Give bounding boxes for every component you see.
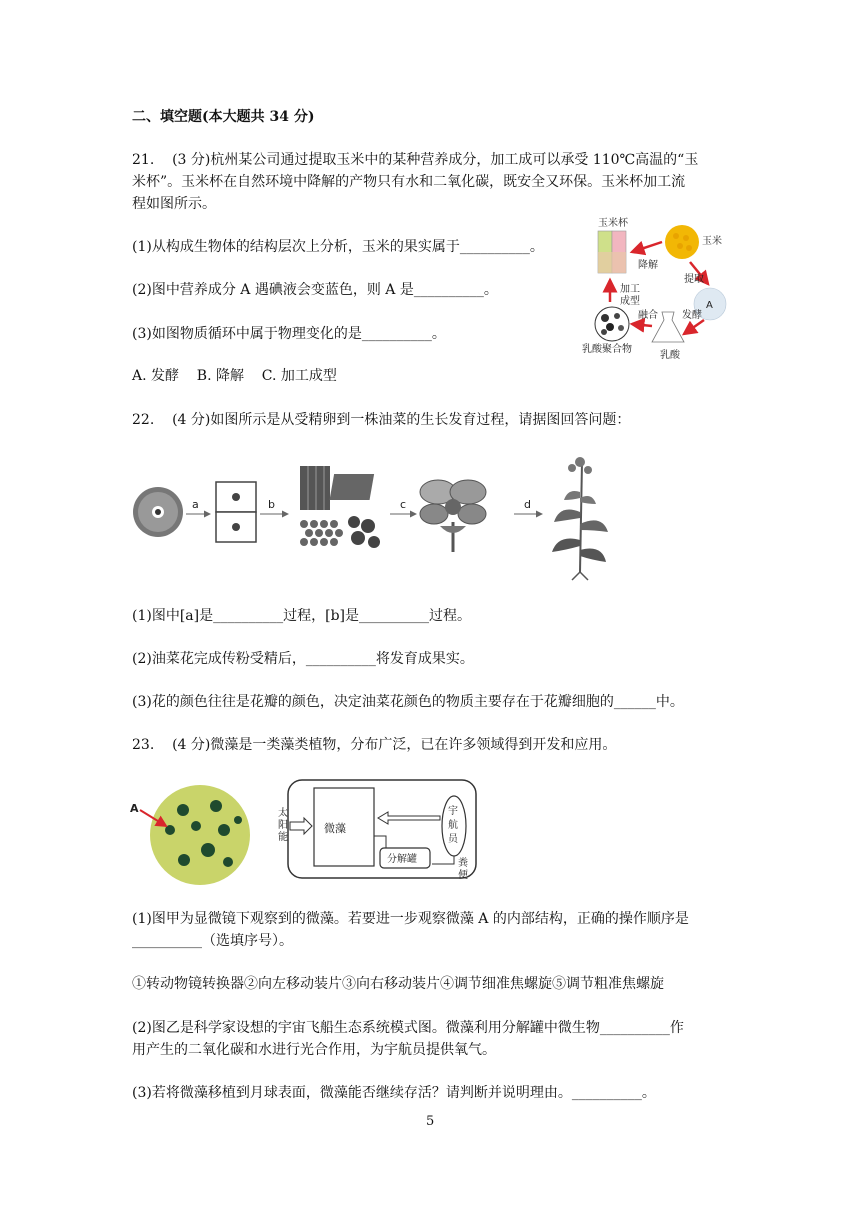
polymer-label: 乳酸聚合物 bbox=[582, 344, 632, 355]
label-c: c bbox=[400, 498, 407, 511]
substance-a-label: A bbox=[706, 300, 713, 311]
microalgae-microscope-figure bbox=[128, 780, 258, 890]
page-number: 5 bbox=[426, 1114, 435, 1129]
q23-sub2-line2: 用产生的二氧化碳和水进行光合作用，为宇航员提供氧气。 bbox=[132, 1042, 496, 1058]
section-title: 二、填空题(本大题共 34 分) bbox=[132, 109, 315, 125]
q21-options: A. 发酵 B. 降解 C. 加工成型 bbox=[132, 368, 337, 384]
cup-label: 玉米杯 bbox=[598, 218, 628, 229]
q23-steps: ①转动物镜转换器②向左移动装片③向右移动装片④调节细准焦螺旋⑤调节粗准焦螺旋 bbox=[132, 976, 664, 992]
astronaut-label-2: 航 bbox=[448, 820, 458, 831]
corn-image bbox=[665, 225, 699, 259]
lactic-label: 乳酸 bbox=[660, 350, 680, 361]
q23-text-line1: 23. (4 分)微藻是一类藻类植物，分布广泛，已在许多领域得到开发和应用。 bbox=[132, 737, 617, 753]
q21-sub3: (3)如图物质循环中属于物理变化的是__________。 bbox=[132, 326, 446, 342]
rapeseed-development-figure bbox=[128, 452, 608, 582]
extract-label: 提取 bbox=[684, 274, 704, 285]
waste-label-1: 粪 bbox=[458, 858, 468, 869]
corn-cup-image bbox=[598, 231, 626, 273]
fertilized-egg-image bbox=[133, 487, 183, 537]
process-label-line2: 成型 bbox=[620, 296, 640, 307]
q21-text-line2: 米杯”。玉米杯在自然环境中降解的产物只有水和二氧化碳，既安全又环保。玉米杯加工流 bbox=[132, 174, 686, 190]
fuse-arrow bbox=[632, 324, 652, 326]
microscope-field bbox=[150, 785, 250, 885]
q22-sub2: (2)油菜花完成传粉受精后，__________将发育成果实。 bbox=[132, 651, 474, 667]
algae-box-label: 微藻 bbox=[324, 822, 346, 835]
q22-text-line1: 22. (4 分)如图所示是从受精卵到一株油菜的生长发育过程，请据图回答问题： bbox=[132, 412, 631, 428]
q23-sub1-line1: (1)图甲为显微镜下观察到的微藻。若要进一步观察微藻 A 的内部结构，正确的操作顺序是 bbox=[132, 911, 689, 927]
label-a: a bbox=[192, 498, 199, 511]
polymer-image bbox=[595, 307, 629, 341]
q23-sub1-line2: __________（选填序号）。 bbox=[132, 933, 293, 949]
ferment-label: 发酵 bbox=[682, 310, 702, 321]
ferment-arrow bbox=[684, 320, 704, 334]
q23-sub3: (3)若将微藻移植到月球表面，微藻能否继续存活？请判断并说明理由。__________。 bbox=[132, 1085, 656, 1101]
q23-sub2-line1: (2)图乙是科学家设想的宇宙飞船生态系统模式图。微藻利用分解罐中微生物__________作 bbox=[132, 1020, 684, 1036]
astronaut-label-3: 员 bbox=[448, 834, 458, 845]
degrade-arrow bbox=[632, 242, 662, 252]
q21-sub2: (2)图中营养成分 A 遇碘液会变蓝色，则 A 是__________。 bbox=[132, 282, 498, 298]
rapeseed-plant-image bbox=[552, 457, 608, 580]
fuse-label: 融合 bbox=[638, 310, 658, 321]
label-d: d bbox=[524, 498, 531, 511]
process-label-line1: 加工 bbox=[620, 284, 640, 295]
corn-cup-cycle-figure bbox=[580, 214, 730, 366]
cell-division-image bbox=[216, 482, 256, 542]
astronaut-label-1: 宇 bbox=[448, 806, 458, 817]
tissues-image bbox=[300, 466, 380, 548]
sun-label-1: 太 bbox=[278, 808, 288, 819]
q21-text-line3: 程如图所示。 bbox=[132, 196, 216, 212]
algae-a-label: A bbox=[130, 802, 139, 815]
q21-text-line1: 21. (3 分)杭州某公司通过提取玉米中的某种营养成分，加工成可以承受 110℃高温的“玉 bbox=[132, 152, 699, 168]
label-b: b bbox=[268, 498, 275, 511]
flower-image bbox=[420, 480, 486, 552]
spaceship-ecosystem-figure bbox=[276, 776, 482, 884]
waste-label-2: 便 bbox=[458, 870, 468, 881]
q22-sub3: (3)花的颜色往往是花瓣的颜色，决定油菜花颜色的物质主要存在于花瓣细胞的______中。 bbox=[132, 694, 684, 710]
sun-label-2: 阳 bbox=[278, 820, 288, 831]
corn-label: 玉米 bbox=[702, 236, 722, 247]
q22-sub1: (1)图中[a]是__________过程，[b]是__________过程。 bbox=[132, 608, 471, 624]
sun-label-3: 能 bbox=[278, 832, 288, 843]
degrade-label: 降解 bbox=[638, 260, 658, 271]
tank-label: 分解罐 bbox=[387, 854, 417, 865]
q21-sub1: (1)从构成生物体的结构层次上分析，玉米的果实属于__________。 bbox=[132, 239, 544, 255]
